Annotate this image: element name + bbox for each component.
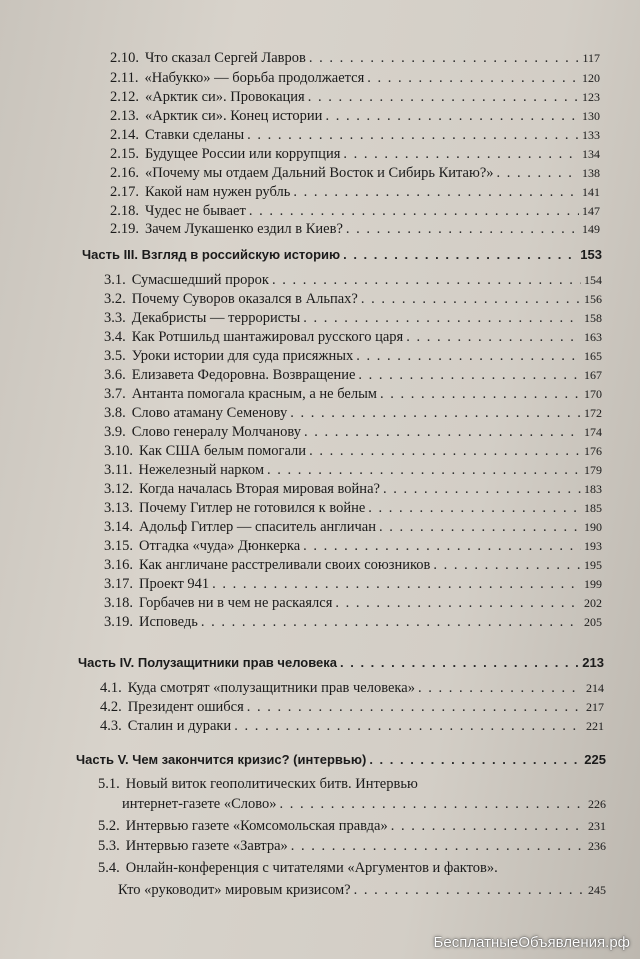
toc-entry-2-17: 2.17. Какой нам нужен рубль . . . 141 bbox=[110, 184, 600, 201]
toc-entry-4-1: 4.1. Куда смотрят «полузащитники прав человека» . . . 214 bbox=[100, 680, 604, 697]
toc-entry-3-1: 3.1. Сумасшедший пророк . . . 154 bbox=[104, 272, 602, 289]
toc-entry-3-9: 3.9. Слово генералу Молчанову . . . 174 bbox=[104, 424, 602, 441]
toc-entry-3-4: 3.4. Как Ротшильд шантажировал русского царя . . . 163 bbox=[104, 329, 602, 346]
toc-entry-4-2: 4.2. Президент ошибся . . . 217 bbox=[100, 699, 604, 716]
toc-entry-3-11: 3.11. Нежелезный нарком . . . 179 bbox=[104, 462, 602, 479]
toc-entry-2-13: 2.13. «Арктик си». Конец истории . . . 130 bbox=[110, 108, 600, 125]
toc-entry-3-16: 3.16. Как англичане расстреливали своих союзников . . . 195 bbox=[104, 557, 602, 574]
toc-entry-2-12: 2.12. «Арктик си». Провокация . . . 123 bbox=[110, 89, 600, 106]
toc-entry-2-16: 2.16. «Почему мы отдаем Дальний Восток и Сибирь Китаю?» . . . 138 bbox=[110, 165, 600, 182]
toc-entry-3-12: 3.12. Когда началась Вторая мировая война? . . . 183 bbox=[104, 481, 602, 498]
toc-entry-3-14: 3.14. Адольф Гитлер — спаситель англичан . . . 190 bbox=[104, 519, 602, 536]
toc-entry-2-18: 2.18. Чудес не бывает . . . 147 bbox=[110, 203, 600, 220]
toc-entry-5-4-cont: Кто «руководит» мировым кризисом? . . . 245 bbox=[118, 882, 606, 899]
toc-entry-2-19: 2.19. Зачем Лукашенко ездил в Киев? . . . 149 bbox=[110, 221, 600, 238]
toc-entry-3-6: 3.6. Елизавета Федоровна. Возвращение . . . 167 bbox=[104, 367, 602, 384]
toc-entry-3-17: 3.17. Проект 941 . . . 199 bbox=[104, 576, 602, 593]
toc-part-3: Часть III. Взгляд в российскую историю . . . 153 bbox=[82, 247, 602, 262]
toc-entry-5-4: 5.4. Онлайн-конференция с читателями «Аргументов и фактов». bbox=[98, 860, 498, 876]
toc-entry-5-1: 5.1. Новый виток геополитических битв. Интервью bbox=[98, 776, 418, 792]
toc-entry-2-11: 2.11. «Набукко» — борьба продолжается . . . 120 bbox=[110, 70, 600, 87]
toc-entry-5-1-cont: интернет-газете «Слово» . . . 226 bbox=[122, 796, 606, 813]
toc-entry-3-3: 3.3. Декабристы — террористы . . . 158 bbox=[104, 310, 602, 327]
toc-entry-4-3: 4.3. Сталин и дураки . . . 221 bbox=[100, 718, 604, 735]
toc-entry-3-2: 3.2. Почему Суворов оказался в Альпах? . . . 156 bbox=[104, 291, 602, 308]
toc-part-4: Часть IV. Полузащитники прав человека . . . 213 bbox=[78, 655, 604, 670]
watermark: БесплатныеОбъявления.рф bbox=[433, 934, 630, 951]
toc-entry-3-19: 3.19. Исповедь . . . 205 bbox=[104, 614, 602, 631]
toc-entry-3-5: 3.5. Уроки истории для суда присяжных . . . 165 bbox=[104, 348, 602, 365]
toc-entry-5-2: 5.2. Интервью газете «Комсомольская правда» . . . 231 bbox=[98, 818, 606, 835]
toc-part-5: Часть V. Чем закончится кризис? (интервью) . . . 225 bbox=[76, 752, 606, 767]
toc-entry-2-15: 2.15. Будущее России или коррупция . . . 134 bbox=[110, 146, 600, 163]
toc-entry-5-3: 5.3. Интервью газете «Завтра» . . . 236 bbox=[98, 838, 606, 855]
toc-entry-3-18: 3.18. Горбачев ни в чем не раскаялся . . . 202 bbox=[104, 595, 602, 612]
toc-entry-3-7: 3.7. Антанта помогала красным, а не белым . . . 170 bbox=[104, 386, 602, 403]
toc-entry-3-10: 3.10. Как США белым помогали . . . 176 bbox=[104, 443, 602, 460]
toc-entry-3-13: 3.13. Почему Гитлер не готовился к войне . . . 185 bbox=[104, 500, 602, 517]
toc-entry-2-10: 2.10. Что сказал Сергей Лавров . . . 117 bbox=[110, 50, 600, 67]
toc-entry-3-15: 3.15. Отгадка «чуда» Дюнкерка . . . 193 bbox=[104, 538, 602, 555]
toc-entry-3-8: 3.8. Слово атаману Семенову . . . 172 bbox=[104, 405, 602, 422]
toc-entry-2-14: 2.14. Ставки сделаны . . . 133 bbox=[110, 127, 600, 144]
